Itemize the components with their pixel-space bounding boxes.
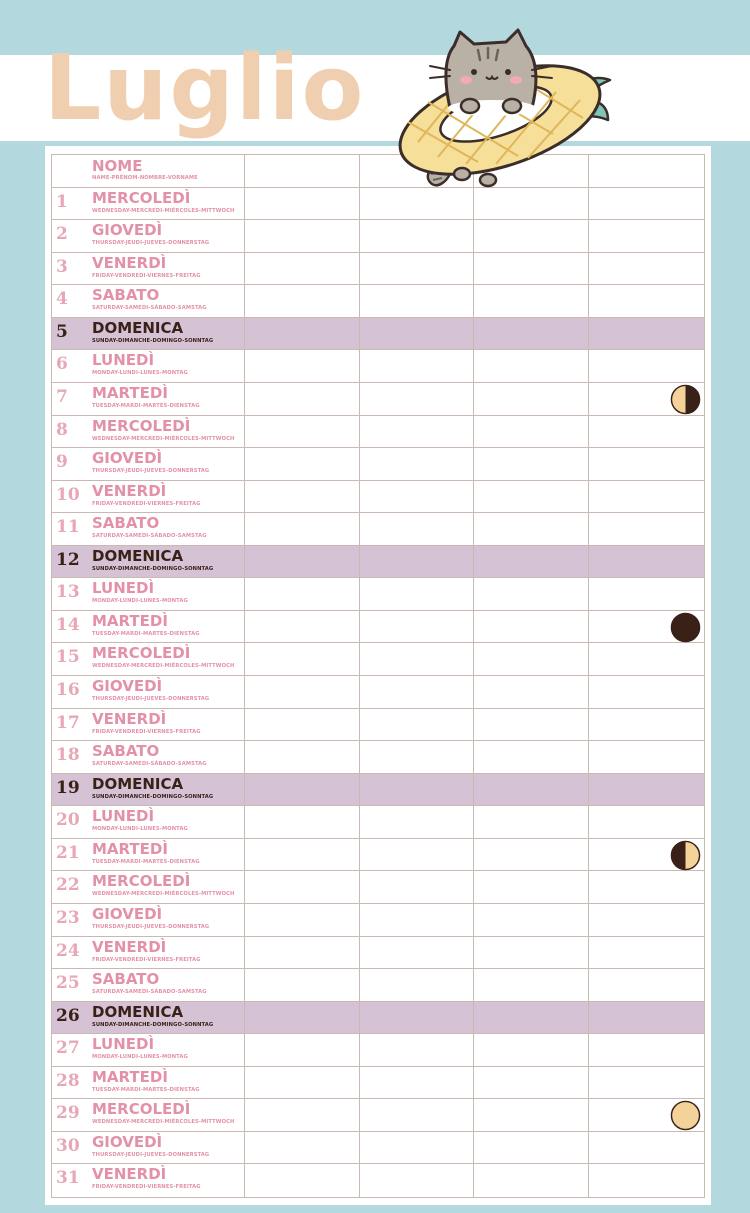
day-row <box>52 1002 704 1035</box>
entry-cell[interactable] <box>360 1099 475 1131</box>
entry-cell[interactable] <box>474 285 589 317</box>
entry-cell[interactable] <box>360 481 475 513</box>
day-label-cell <box>52 1132 245 1164</box>
entry-cell[interactable] <box>245 253 360 285</box>
entry-cell[interactable] <box>589 871 704 903</box>
entry-cell[interactable] <box>474 1002 589 1034</box>
entry-cell[interactable] <box>589 383 704 415</box>
day-name: MARTEDÌ <box>92 1067 168 1086</box>
entry-cell[interactable] <box>360 1034 475 1066</box>
entry-cell[interactable] <box>360 318 475 350</box>
day-name: MARTEDÌ <box>92 839 168 858</box>
day-name: SABATO <box>92 514 160 533</box>
entry-cell[interactable] <box>245 839 360 871</box>
day-label-cell <box>52 676 245 708</box>
day-row <box>52 1132 704 1165</box>
entry-cell[interactable] <box>474 937 589 969</box>
day-number: 13 <box>56 582 80 603</box>
entry-cell[interactable] <box>589 937 704 969</box>
day-name-translations: THURSDAY-JEUDI-JUEVES-DONNERSTAG <box>92 240 210 247</box>
entry-cell[interactable] <box>245 676 360 708</box>
header-day-cell <box>52 155 245 187</box>
entry-cell[interactable] <box>589 1164 704 1197</box>
entry-cell[interactable] <box>589 220 704 252</box>
day-label-cell <box>52 741 245 773</box>
day-name-translations: SUNDAY-DIMANCHE-DOMINGO-SONNTAG <box>92 793 214 800</box>
entry-cell[interactable] <box>589 416 704 448</box>
day-number: 24 <box>56 940 80 961</box>
day-name-translations: SUNDAY-DIMANCHE-DOMINGO-SONNTAG <box>92 1021 214 1028</box>
entry-cell[interactable] <box>360 285 475 317</box>
day-name-translations: THURSDAY-JEUDI-JUEVES-DONNERSTAG <box>92 696 210 702</box>
day-row <box>52 1099 704 1132</box>
day-row <box>52 383 704 416</box>
day-name: DOMENICA <box>92 1002 184 1021</box>
day-label-cell <box>52 969 245 1001</box>
entry-cell[interactable] <box>360 741 475 773</box>
day-number: 29 <box>56 1103 80 1124</box>
entry-cell[interactable] <box>245 709 360 741</box>
day-row <box>52 676 704 709</box>
entry-cell[interactable] <box>589 741 704 773</box>
entry-cell[interactable] <box>474 578 589 610</box>
day-label-cell <box>52 513 245 545</box>
moon-phase-first-quarter-icon <box>670 384 701 415</box>
entry-cell[interactable] <box>245 546 360 578</box>
entry-cell[interactable] <box>474 806 589 838</box>
day-number: 4 <box>56 289 68 310</box>
day-label-cell <box>52 1002 245 1034</box>
day-number: 31 <box>56 1168 80 1189</box>
day-number: 19 <box>56 777 80 798</box>
day-name-translations: THURSDAY-JEUDI-JUEVES-DONNERSTAG <box>92 468 210 475</box>
entry-cell[interactable] <box>245 904 360 936</box>
entry-cell[interactable] <box>360 676 475 708</box>
entry-cell[interactable] <box>360 546 475 578</box>
entry-cell[interactable] <box>245 188 360 220</box>
day-row <box>52 318 704 351</box>
entry-cell[interactable] <box>474 1132 589 1164</box>
day-name: MERCOLEDÌ <box>92 188 191 207</box>
day-name-translations: SATURDAY-SAMEDI-SÁBADO-SAMSTAG <box>92 761 207 768</box>
entry-cell[interactable] <box>245 481 360 513</box>
day-name-translations: WEDNESDAY-MERCREDI-MIÉRCOLES-MITTWOCH <box>92 891 235 898</box>
entry-cell[interactable] <box>589 578 704 610</box>
entry-cell[interactable] <box>245 1164 360 1197</box>
day-label-cell <box>52 871 245 903</box>
entry-cell[interactable] <box>245 611 360 643</box>
day-name-translations: FRIDAY-VENDREDI-VIERNES-FREITAG <box>92 956 201 963</box>
day-name: DOMENICA <box>92 318 184 337</box>
day-label-cell <box>52 578 245 610</box>
day-name: MERCOLEDÌ <box>92 1100 191 1119</box>
day-label-cell <box>52 318 245 350</box>
entry-cell[interactable] <box>245 1132 360 1164</box>
entry-cell[interactable] <box>474 1164 589 1197</box>
entry-cell[interactable] <box>360 806 475 838</box>
entry-cell[interactable] <box>360 350 475 382</box>
entry-cell[interactable] <box>474 513 589 545</box>
day-name: VENERDÌ <box>92 709 167 728</box>
entry-cell[interactable] <box>589 806 704 838</box>
day-label-cell <box>52 220 245 252</box>
day-number: 2 <box>56 224 68 245</box>
day-number: 30 <box>56 1135 80 1156</box>
entry-cell[interactable] <box>474 350 589 382</box>
day-label-cell <box>52 709 245 741</box>
entry-cell[interactable] <box>589 676 704 708</box>
entry-cell[interactable] <box>474 546 589 578</box>
day-name: GIOVEDÌ <box>92 1132 163 1151</box>
day-number: 3 <box>56 256 68 277</box>
day-row <box>52 871 704 904</box>
day-name-translations: TUESDAY-MARDI-MARTES-DIENSTAG <box>92 630 200 637</box>
entry-cell[interactable] <box>360 937 475 969</box>
entry-cell[interactable] <box>360 871 475 903</box>
entry-cell[interactable] <box>245 513 360 545</box>
entry-cell[interactable] <box>360 188 475 220</box>
calendar-sheet <box>45 146 711 1205</box>
entry-cell[interactable] <box>360 253 475 285</box>
entry-cell[interactable] <box>589 839 704 871</box>
header-sublabel: NAME-PRÉNOM-NOMBRE-VORNAME <box>92 175 198 181</box>
day-name: VENERDÌ <box>92 937 167 956</box>
day-label-cell <box>52 643 245 675</box>
entry-cell[interactable] <box>589 481 704 513</box>
day-number: 26 <box>56 1005 80 1026</box>
person-name-cell-1[interactable] <box>245 155 360 187</box>
entry-cell[interactable] <box>360 1164 475 1197</box>
day-label-cell <box>52 285 245 317</box>
day-row <box>52 709 704 742</box>
entry-cell[interactable] <box>360 383 475 415</box>
entry-cell[interactable] <box>474 709 589 741</box>
day-name: LUNEDÌ <box>92 351 155 370</box>
day-name: MERCOLEDÌ <box>92 644 191 663</box>
day-number: 11 <box>56 517 80 538</box>
entry-cell[interactable] <box>589 253 704 285</box>
day-number: 8 <box>56 419 68 440</box>
day-label-cell <box>52 806 245 838</box>
day-row <box>52 416 704 449</box>
day-number: 27 <box>56 1038 80 1059</box>
day-name: GIOVEDÌ <box>92 904 163 923</box>
day-row <box>52 253 704 286</box>
day-number: 14 <box>56 614 80 635</box>
day-row <box>52 904 704 937</box>
day-row <box>52 937 704 970</box>
entry-cell[interactable] <box>245 774 360 806</box>
entry-cell[interactable] <box>474 383 589 415</box>
entry-cell[interactable] <box>589 643 704 675</box>
day-name-translations: SUNDAY-DIMANCHE-DOMINGO-SONNTAG <box>92 337 214 344</box>
day-number: 5 <box>56 321 68 342</box>
entry-cell[interactable] <box>589 318 704 350</box>
day-name-translations: FRIDAY-VENDREDI-VIERNES-FREITAG <box>92 1184 201 1191</box>
day-name: MARTEDÌ <box>92 383 168 402</box>
day-row <box>52 481 704 514</box>
day-name: LUNEDÌ <box>92 807 155 826</box>
entry-cell[interactable] <box>245 1034 360 1066</box>
day-number: 17 <box>56 712 80 733</box>
entry-cell[interactable] <box>474 220 589 252</box>
day-row <box>52 1034 704 1067</box>
entry-cell[interactable] <box>245 643 360 675</box>
day-label-cell <box>52 416 245 448</box>
entry-cell[interactable] <box>589 969 704 1001</box>
day-label-cell <box>52 1164 245 1197</box>
day-name-translations: SUNDAY-DIMANCHE-DOMINGO-SONNTAG <box>92 565 214 572</box>
entry-cell[interactable] <box>245 937 360 969</box>
day-row <box>52 806 704 839</box>
day-name: LUNEDÌ <box>92 579 155 598</box>
day-label-cell <box>52 546 245 578</box>
day-name-translations: WEDNESDAY-MERCREDI-MIÉRCOLES-MITTWOCH <box>92 1119 235 1126</box>
entry-cell[interactable] <box>589 1099 704 1131</box>
day-number: 21 <box>56 842 80 863</box>
day-row <box>52 1067 704 1100</box>
day-number: 23 <box>56 907 80 928</box>
entry-cell[interactable] <box>589 448 704 480</box>
day-name-translations: MONDAY-LUNDI-LUNES-MONTAG <box>92 1054 188 1061</box>
day-number: 6 <box>56 354 68 375</box>
day-name-translations: SATURDAY-SAMEDI-SÁBADO-SAMSTAG <box>92 533 207 540</box>
entry-cell[interactable] <box>589 350 704 382</box>
day-label-cell <box>52 448 245 480</box>
day-row <box>52 448 704 481</box>
entry-cell[interactable] <box>360 643 475 675</box>
day-number: 16 <box>56 680 80 700</box>
entry-cell[interactable] <box>245 1067 360 1099</box>
entry-cell[interactable] <box>245 578 360 610</box>
entry-cell[interactable] <box>474 1099 589 1131</box>
day-row <box>52 285 704 318</box>
day-name: DOMENICA <box>92 774 184 793</box>
day-label-cell <box>52 481 245 513</box>
entry-cell[interactable] <box>360 1132 475 1164</box>
day-name: SABATO <box>92 742 160 761</box>
day-row <box>52 546 704 579</box>
header-label: NOME <box>92 157 143 175</box>
day-label-cell <box>52 383 245 415</box>
entry-cell[interactable] <box>474 643 589 675</box>
entry-cell[interactable] <box>360 513 475 545</box>
day-name-translations: TUESDAY-MARDI-MARTES-DIENSTAG <box>92 402 200 409</box>
entry-cell[interactable] <box>474 611 589 643</box>
moon-phase-last-quarter-icon <box>670 840 701 871</box>
day-number: 1 <box>56 191 68 212</box>
day-number: 7 <box>56 386 68 407</box>
day-name: GIOVEDÌ <box>92 221 163 240</box>
day-row <box>52 839 704 872</box>
entry-cell[interactable] <box>474 676 589 708</box>
day-number: 9 <box>56 452 68 473</box>
entry-cell[interactable] <box>360 904 475 936</box>
day-name: LUNEDÌ <box>92 1035 155 1054</box>
day-row <box>52 643 704 676</box>
day-name: GIOVEDÌ <box>92 449 163 468</box>
moon-phase-full-icon <box>670 1100 701 1131</box>
entry-cell[interactable] <box>589 1132 704 1164</box>
entry-cell[interactable] <box>245 220 360 252</box>
entry-cell[interactable] <box>474 839 589 871</box>
day-name-translations: THURSDAY-JEUDI-JUEVES-DONNERSTAG <box>92 923 210 930</box>
entry-cell[interactable] <box>245 1099 360 1131</box>
entry-cell[interactable] <box>589 774 704 806</box>
day-name-translations: TUESDAY-MARDI-MARTES-DIENSTAG <box>92 858 200 865</box>
day-label-cell <box>52 1067 245 1099</box>
entry-cell[interactable] <box>360 1067 475 1099</box>
entry-cell[interactable] <box>360 839 475 871</box>
day-name: VENERDÌ <box>92 481 167 500</box>
day-name-translations: THURSDAY-JEUDI-JUEVES-DONNERSTAG <box>92 1151 210 1158</box>
entry-cell[interactable] <box>589 188 704 220</box>
entry-cell[interactable] <box>474 318 589 350</box>
day-number: 12 <box>56 549 80 570</box>
entry-cell[interactable] <box>589 904 704 936</box>
day-name-translations: WEDNESDAY-MERCREDI-MIÉRCOLES-MITTWOCH <box>92 207 235 214</box>
entry-cell[interactable] <box>474 448 589 480</box>
day-number: 20 <box>56 810 80 831</box>
entry-cell[interactable] <box>589 1034 704 1066</box>
day-number: 15 <box>56 647 80 668</box>
day-row <box>52 774 704 807</box>
day-label-cell <box>52 1099 245 1131</box>
day-label-cell <box>52 253 245 285</box>
entry-cell[interactable] <box>360 448 475 480</box>
day-name: VENERDÌ <box>92 1165 167 1184</box>
day-name: SABATO <box>92 970 160 989</box>
day-name: SABATO <box>92 286 160 305</box>
entry-cell[interactable] <box>245 448 360 480</box>
day-row <box>52 611 704 644</box>
day-name-translations: MONDAY-LUNDI-LUNES-MONTAG <box>92 826 188 833</box>
day-row <box>52 969 704 1002</box>
day-row <box>52 220 704 253</box>
day-name-translations: SATURDAY-SAMEDI-SÁBADO-SAMSTAG <box>92 305 207 312</box>
day-name-translations: MONDAY-LUNDI-LUNES-MONTAG <box>92 598 188 605</box>
entry-cell[interactable] <box>589 285 704 317</box>
entry-cell[interactable] <box>360 1002 475 1034</box>
entry-cell[interactable] <box>474 481 589 513</box>
day-number: 18 <box>56 745 80 766</box>
entry-cell[interactable] <box>245 383 360 415</box>
entry-cell[interactable] <box>245 741 360 773</box>
day-number: 25 <box>56 973 80 994</box>
entry-cell[interactable] <box>474 774 589 806</box>
entry-cell[interactable] <box>474 1067 589 1099</box>
entry-cell[interactable] <box>360 969 475 1001</box>
entry-cell[interactable] <box>245 806 360 838</box>
entry-cell[interactable] <box>474 904 589 936</box>
day-row <box>52 350 704 383</box>
day-row <box>52 578 704 611</box>
month-title: Luglio <box>44 36 366 141</box>
entry-cell[interactable] <box>474 188 589 220</box>
day-name: MERCOLEDÌ <box>92 872 191 891</box>
day-name-translations: FRIDAY-VENDREDI-VIERNES-FREITAG <box>92 728 201 735</box>
day-number: 22 <box>56 875 80 896</box>
entry-cell[interactable] <box>245 1002 360 1034</box>
entry-cell[interactable] <box>360 578 475 610</box>
day-label-cell <box>52 839 245 871</box>
day-row <box>52 513 704 546</box>
entry-cell[interactable] <box>474 1034 589 1066</box>
entry-cell[interactable] <box>589 1002 704 1034</box>
day-name: VENERDÌ <box>92 253 167 272</box>
day-name: MERCOLEDÌ <box>92 416 191 435</box>
day-label-cell <box>52 774 245 806</box>
day-label-cell <box>52 350 245 382</box>
entry-cell[interactable] <box>245 871 360 903</box>
entry-cell[interactable] <box>360 220 475 252</box>
day-row <box>52 1164 704 1197</box>
day-label-cell <box>52 904 245 936</box>
entry-cell[interactable] <box>245 969 360 1001</box>
entry-cell[interactable] <box>589 709 704 741</box>
moon-phase-new-icon <box>670 612 701 643</box>
entry-cell[interactable] <box>245 318 360 350</box>
day-label-cell <box>52 611 245 643</box>
entry-cell[interactable] <box>474 969 589 1001</box>
day-label-cell <box>52 188 245 220</box>
day-name-translations: FRIDAY-VENDREDI-VIERNES-FREITAG <box>92 500 201 507</box>
entry-cell[interactable] <box>245 285 360 317</box>
entry-cell[interactable] <box>360 416 475 448</box>
day-number: 10 <box>56 484 80 505</box>
day-name-translations: WEDNESDAY-MERCREDI-MIÉRCOLES-MITTWOCH <box>92 435 235 442</box>
calendar-grid <box>51 154 705 1198</box>
day-name-translations: FRIDAY-VENDREDI-VIERNES-FREITAG <box>92 272 201 279</box>
entry-cell[interactable] <box>589 513 704 545</box>
day-name-translations: TUESDAY-MARDI-MARTES-DIENSTAG <box>92 1086 200 1093</box>
entry-cell[interactable] <box>360 709 475 741</box>
entry-cell[interactable] <box>360 774 475 806</box>
entry-cell[interactable] <box>474 416 589 448</box>
entry-cell[interactable] <box>245 416 360 448</box>
day-label-cell <box>52 1034 245 1066</box>
day-name-translations: MONDAY-LUNDI-LUNES-MONTAG <box>92 370 188 377</box>
entry-cell[interactable] <box>589 546 704 578</box>
pusheen-pineapple-illustration <box>388 22 618 192</box>
entry-cell[interactable] <box>589 1067 704 1099</box>
day-number: 28 <box>56 1070 80 1091</box>
day-label-cell <box>52 937 245 969</box>
entry-cell[interactable] <box>589 611 704 643</box>
day-row <box>52 741 704 774</box>
day-name-translations: WEDNESDAY-MERCREDI-MIÉRCOLES-MITTWOCH <box>92 663 235 670</box>
day-row <box>52 188 704 221</box>
entry-cell[interactable] <box>474 871 589 903</box>
entry-cell[interactable] <box>474 741 589 773</box>
day-name: GIOVEDÌ <box>92 677 163 695</box>
entry-cell[interactable] <box>474 253 589 285</box>
day-name: DOMENICA <box>92 546 184 565</box>
day-name: MARTEDÌ <box>92 611 168 630</box>
entry-cell[interactable] <box>360 611 475 643</box>
entry-cell[interactable] <box>245 350 360 382</box>
day-name-translations: SATURDAY-SAMEDI-SÁBADO-SAMSTAG <box>92 989 207 996</box>
